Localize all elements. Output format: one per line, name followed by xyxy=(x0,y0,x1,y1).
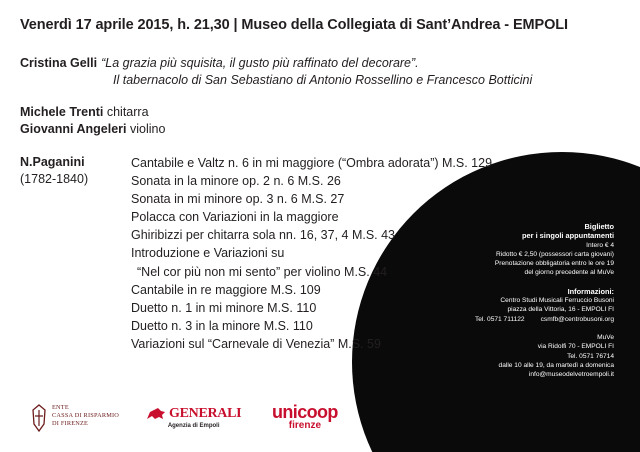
event-header xyxy=(20,17,568,33)
program-item: Cantabile in re maggiore M.S. 109 xyxy=(131,282,321,297)
composer xyxy=(20,154,88,188)
unicoop-uni: uni xyxy=(272,402,298,422)
performers xyxy=(20,104,165,138)
composer-dates: (1782-1840) xyxy=(20,172,89,186)
unicoop-logo xyxy=(272,403,338,431)
program-item: Sonata in mi minore op. 3 n. 6 M.S. 27 xyxy=(131,192,345,207)
muve-name: MuVe xyxy=(597,333,614,341)
ticket-booking-line2: del giorno precedente al MuVe xyxy=(524,269,614,277)
program-item: Introduzione e Variazioni su xyxy=(131,246,285,261)
program-item: Duetto n. 1 in mi minore M.S. 110 xyxy=(131,300,317,315)
muve-phone: Tel. 0571 76714 xyxy=(567,352,614,360)
program-item: Duetto n. 3 in la minore M.S. 110 xyxy=(131,318,313,333)
program-item: Sonata in la minore op. 2 n. 6 M.S. 26 xyxy=(131,174,341,189)
performer-instrument: violino xyxy=(130,122,166,136)
talk-speaker: Cristina Gelli xyxy=(20,56,98,70)
performer-row xyxy=(20,121,165,138)
program-item: Variazioni sul “Carnevale di Venezia” M.S. 59 xyxy=(131,336,381,351)
ente-cassa-logo xyxy=(30,404,119,432)
performer-instrument: chitarra xyxy=(106,105,149,119)
info-org-contacts xyxy=(384,315,614,324)
ticket-subtitle: per i singoli appuntamenti xyxy=(522,231,614,241)
info-org-email[interactable]: csmfb@centrobusoni.org xyxy=(540,315,614,323)
talk-title-line1: “La grazia più squisita, il gusto più raffinato del decorare”. xyxy=(101,56,419,70)
talk-title-line2: Il tabernacolo di San Sebastiano di Antonio Rossellino e Francesco Botticini xyxy=(113,73,533,87)
program-item: Cantabile e Valtz n. 6 in mi maggiore (“Ombra adorata”) M.S. 129 xyxy=(131,156,493,170)
info-title: Informazioni: xyxy=(567,286,614,296)
composer-name: N.Paganini xyxy=(20,155,85,169)
program-item: Ghiribizzi per chitarra sola nn. 16, 37, 4 M.S. 43 xyxy=(131,228,396,243)
ente-text-line2: CASSA DI RISPARMIO xyxy=(52,412,120,419)
muve-hours: dalle 10 alle 19, da martedì a domenica xyxy=(498,361,614,369)
ente-text-line3: DI FIRENZE xyxy=(52,420,89,427)
unicoop-coop: coop xyxy=(297,402,338,422)
program-item: “Nel cor più non mi sento” per violino M.S. 44 xyxy=(137,264,388,279)
generali-lion-icon xyxy=(146,407,166,421)
ticket-booking-line1: Prenotazione obbligatoria entro le ore 19 xyxy=(494,260,614,268)
generali-wordmark: GENERALI xyxy=(169,406,242,421)
ente-crest-icon xyxy=(30,404,48,432)
performer-name: Michele Trenti xyxy=(20,105,104,119)
generali-logo xyxy=(146,406,241,429)
program-item: Polacca con Variazioni in la maggiore xyxy=(131,210,339,225)
talk-section xyxy=(20,55,532,89)
performer-name: Giovanni Angeleri xyxy=(20,122,127,136)
unicoop-subtitle: firenze xyxy=(288,420,322,431)
ticket-info-panel xyxy=(384,222,614,379)
muve-email[interactable]: info@museodelvetroempoli.it xyxy=(528,371,614,379)
ticket-title: Biglietto xyxy=(584,222,614,231)
ticket-full-price: Intero € 4 xyxy=(586,241,614,249)
event-header-text: Venerdì 17 aprile 2015, h. 21,30 | Museo della Collegiata di Sant’Andrea - EMPOLI xyxy=(20,17,568,33)
ente-text-line1: ENTE xyxy=(52,404,69,411)
info-org-name: Centro Studi Musicali Ferruccio Busoni xyxy=(500,297,614,305)
muve-address: via Ridolfi 70 - EMPOLI FI xyxy=(537,343,614,351)
generali-subtitle: Agenzia di Empoli xyxy=(167,423,220,429)
info-org-phone: Tel. 0571 711122 xyxy=(474,315,525,323)
ticket-reduced-price: Ridotto € 2,50 (possessori carta giovani) xyxy=(495,250,614,258)
performer-row xyxy=(20,104,165,121)
info-org-address: piazza della Vittoria, 16 - EMPOLI FI xyxy=(507,306,614,314)
